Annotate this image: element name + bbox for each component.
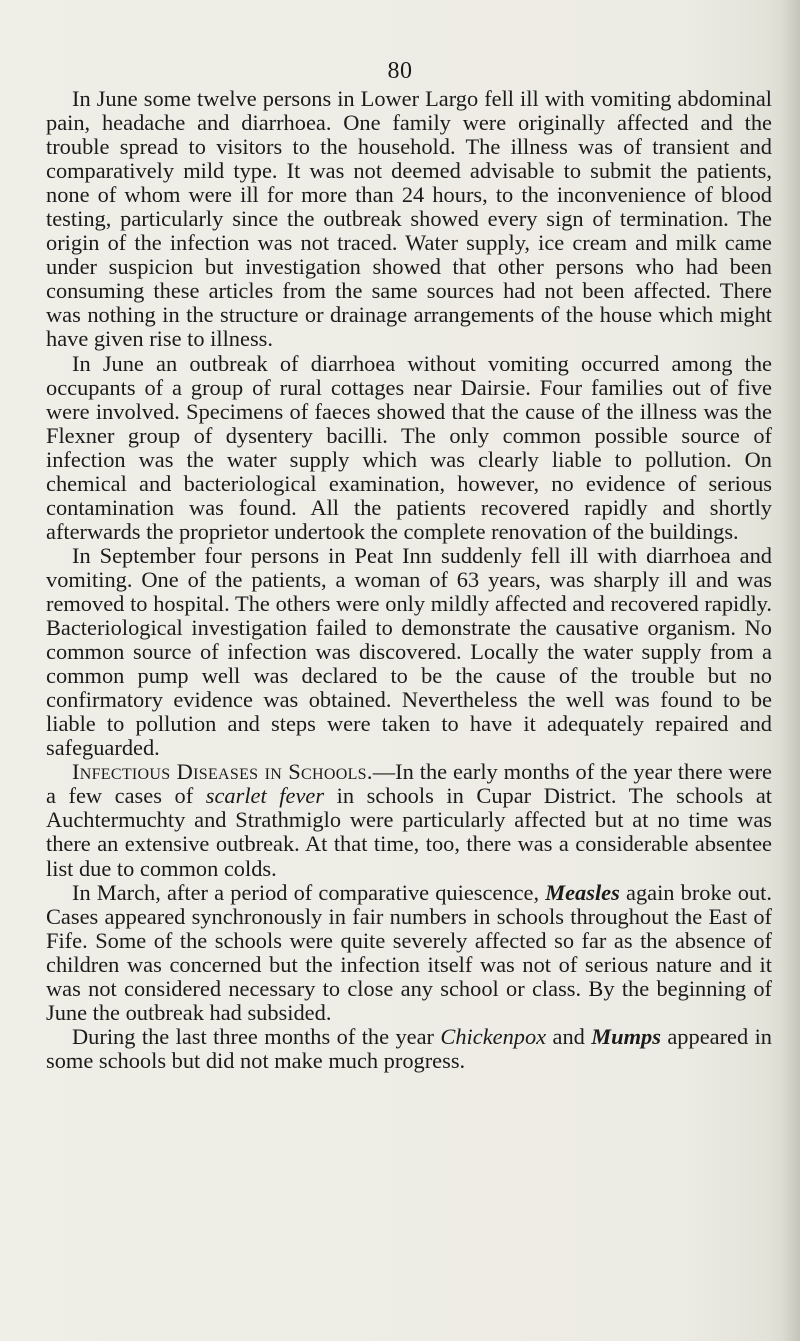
section-heading-infectious-diseases: Infectious Diseases in Schools. — [72, 759, 373, 785]
disease-scarlet-fever: scarlet fever — [205, 783, 325, 809]
paragraph-dairsie: In June an outbreak of diarrhoea without vomiting occurred among the occupants of a group of rural cottages near Dairsie. Four families out of five were involved. Specimens of faeces showed that the cause of the illness was the Flexner group of dysentery bacilli. The only common possible source of infection was the water supply which was clearly liable to pollution. On chemical and bacteriological examination, however, no evidence of serious contamination was found. All the patients recovered rapidly and shortly afterwards the proprietor undertook the complete renovation of the buildings. — [46, 350, 772, 544]
final-text-after: appeared in some schools but did not make much progress. — [46, 1023, 772, 1073]
paragraph-measles — [46, 881, 772, 1025]
schools-intro-text: —In the early months of the year there were a few cases of — [46, 759, 772, 809]
page-edge-shadow — [782, 0, 800, 1341]
body-text — [46, 87, 772, 1073]
measles-text-before: In March, after a period of comparative quiescence, — [72, 879, 546, 905]
page-number: 80 — [387, 58, 413, 84]
disease-measles: Measles — [545, 879, 620, 905]
disease-mumps: Mumps — [591, 1023, 661, 1049]
disease-chickenpox: Chickenpox — [440, 1023, 547, 1049]
final-text-and: and — [546, 1023, 592, 1049]
final-text-before: During the last three months of the year — [72, 1023, 441, 1049]
paragraph-chickenpox-mumps — [46, 1025, 772, 1073]
paragraph-lower-largo: In June some twelve persons in Lower Largo fell ill with vomiting abdominal pain, headache and diarrhoea. One family were originally affected and the trouble spread to visitors to the household. The illness was of transient and comparatively mild type. It was not deemed advisable to submit the patients, none of whom were ill for more than 24 hours, to the inconvenience of blood testing, particularly since the outbreak showed every sign of termination. The origin of the infection was not traced. Water supply, ice cream and milk came under suspicion but investigation showed that other persons who had been consuming these articles from the same sources had not been affected. There was nothing in the structure or drainage arrangements of the house which might have given rise to illness. — [46, 86, 772, 352]
schools-intro-rest: in schools in Cupar District. The schools at Auchtermuchty and Strathmiglo were particularly affected but at no time was there an extensive outbreak. At that time, too, there was a considerable absentee list due to common colds. — [46, 783, 772, 881]
paragraph-peat-inn: In September four persons in Peat Inn suddenly fell ill with diarrhoea and vomiting. One of the patients, a woman of 63 years, was sharply ill and was removed to hospital. The others were only mildly affected and recovered rapidly. Bacteriological investigation failed to demonstrate the causative organism. No common source of infection was discovered. Locally the water supply from a common pump well was declared to be the cause of the trouble but no confirmatory evidence was obtained. Nevertheless the well was found to be liable to pollution and steps were taken to have it adequately repaired and safeguarded. — [46, 542, 772, 761]
paragraph-schools-intro — [46, 760, 772, 880]
measles-text-after: again broke out. Cases appeared synchronously in fair numbers in schools throughout the East of Fife. Some of the schools were quite severely affected so far as the absence of children was concerned but the infection itself was not of serious nature and it was not considered necessary to close any school or class. By the beginning of June the outbreak had subsided. — [46, 879, 772, 1025]
